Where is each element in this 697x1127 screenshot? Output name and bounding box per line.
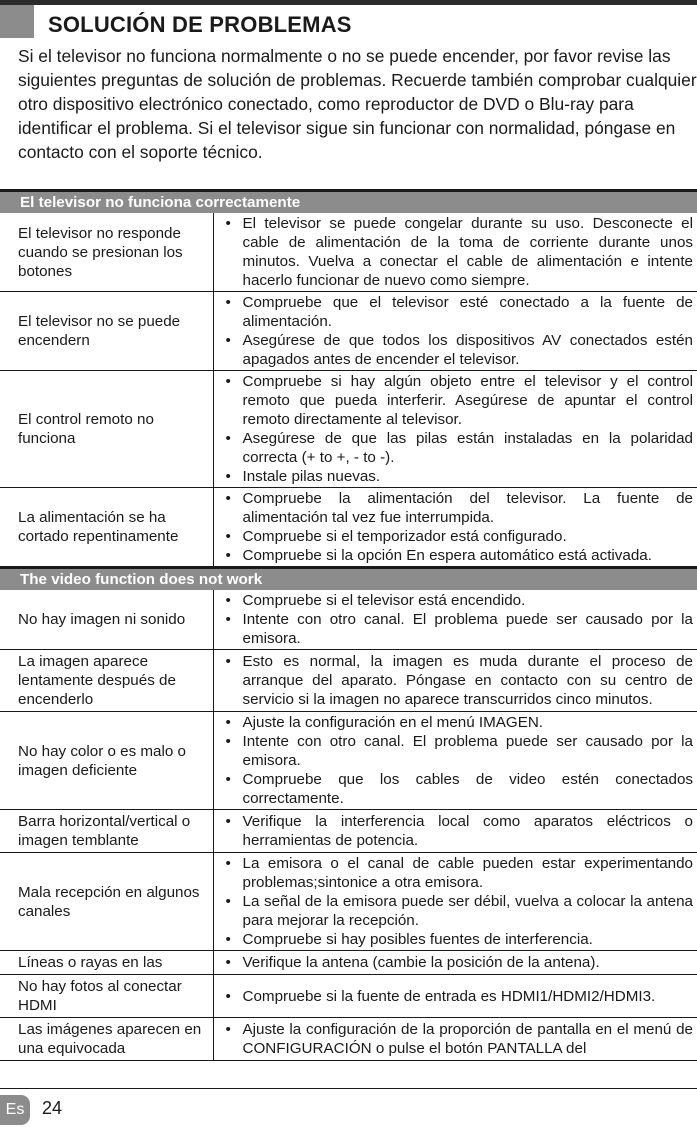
table-row xyxy=(0,213,697,292)
section-heading: The video function does not work xyxy=(0,568,697,591)
page-number: 24 xyxy=(42,1098,63,1118)
solution-item: • Compruebe si la opción En espera automático está activada. xyxy=(226,546,694,565)
solution-cell xyxy=(213,371,697,488)
problem-cell: La alimentación se ha cortado repentinamente xyxy=(0,488,213,568)
table-row xyxy=(0,488,697,568)
solution-item: • Asegúrese de que las pilas están instaladas en la polaridad correcta (+ to +, - to -). xyxy=(226,429,694,467)
solution-item: • Compruebe la alimentación del televisor. La fuente de alimentación tal vez fue interrumpida. xyxy=(226,489,694,527)
problem-cell: El control remoto no funciona xyxy=(0,371,213,488)
solution-item: • Compruebe si la fuente de entrada es HDMI1/HDMI2/HDMI3. xyxy=(226,987,694,1006)
problem-cell: El televisor no responde cuando se presionan los botones xyxy=(0,213,213,292)
solution-item: • Instale pilas nuevas. xyxy=(226,467,694,486)
troubleshooting-table xyxy=(0,189,697,1061)
solution-list xyxy=(226,214,694,290)
solution-item: • Verifique la antena (cambie la posición de la antena). xyxy=(226,953,694,972)
solution-cell xyxy=(213,975,697,1018)
intro-paragraph: Si el televisor no funciona normalmente o no se puede encender, por favor revise las siguientes preguntas de solución de problemas. Recuerde también comprobar cualquier otro dispositivo electrónico conectado, como reproductor de DVD o Blu-ray para identificar el problema. Si el televisor sigue sin funcionar con normalidad, póngase en contacto con el soporte técnico. xyxy=(18,46,697,162)
table-row xyxy=(0,371,697,488)
solution-cell xyxy=(213,712,697,810)
solution-cell xyxy=(213,853,697,951)
problem-cell: El televisor no se puede encendern xyxy=(0,292,213,371)
solution-item: • Esto es normal, la imagen es muda durante el proceso de arranque del aparato. Póngase en contacto con su centro de servicio si la imagen no aparece transcurridos cinco minutos. xyxy=(226,652,694,709)
solution-item: • Compruebe si hay algún objeto entre el televisor y el control remoto que pueda interferir. Asegúrese de apuntar el control remoto directamente al televisor. xyxy=(226,372,694,429)
problem-cell: La imagen aparece lentamente después de encenderlo xyxy=(0,650,213,712)
table-row xyxy=(0,951,697,975)
solution-item: • Compruebe si el televisor está encendido. xyxy=(226,591,694,610)
solution-cell xyxy=(213,650,697,712)
problem-cell: Mala recepción en algunos canales xyxy=(0,853,213,951)
table-row xyxy=(0,650,697,712)
solution-list xyxy=(226,652,694,709)
title-marker-block xyxy=(0,5,34,38)
footer-rule xyxy=(0,1088,697,1089)
solution-item: • Compruebe que el televisor esté conectado a la fuente de alimentación. xyxy=(226,293,694,331)
solution-item: • Intente con otro canal. El problema puede ser causado por la emisora. xyxy=(226,732,694,770)
problem-cell: Las imágenes aparecen en una equivocada xyxy=(0,1018,213,1061)
problem-cell: No hay color o es malo o imagen deficiente xyxy=(0,712,213,810)
solution-list xyxy=(226,1020,694,1058)
solution-item: • Compruebe que los cables de video estén conectados correctamente. xyxy=(226,770,694,808)
problem-cell: Líneas o rayas en las xyxy=(0,951,213,975)
solution-cell xyxy=(213,951,697,975)
solution-list xyxy=(226,293,694,369)
solution-item: • La emisora o el canal de cable pueden estar experimentando problemas;sintonice a otra emisora. xyxy=(226,854,694,892)
solution-item: • Compruebe si el temporizador está configurado. xyxy=(226,527,694,546)
solution-list xyxy=(226,372,694,486)
solution-cell xyxy=(213,1018,697,1061)
page-title: SOLUCIÓN DE PROBLEMAS xyxy=(48,12,352,37)
solution-cell xyxy=(213,488,697,568)
solution-item: • Intente con otro canal. El problema puede ser causado por la emisora. xyxy=(226,610,694,648)
problem-cell: Barra horizontal/vertical o imagen temblante xyxy=(0,810,213,853)
table-row xyxy=(0,712,697,810)
solution-cell xyxy=(213,292,697,371)
table-row xyxy=(0,292,697,371)
solution-item: • El televisor se puede congelar durante su uso. Desconecte el cable de alimentación de la toma de corriente durante unos minutos. Vuelva a conectar el cable de alimentación e intente hacerlo funcionar de nuevo como siempre. xyxy=(226,214,694,290)
solution-item: • Asegúrese de que todos los dispositivos AV conectados estén apagados antes de encender el televisor. xyxy=(226,331,694,369)
solution-cell xyxy=(213,213,697,292)
solution-cell xyxy=(213,590,697,650)
section-header-row xyxy=(0,568,697,591)
solution-list xyxy=(226,854,694,949)
table-row xyxy=(0,810,697,853)
table-row xyxy=(0,975,697,1018)
problem-cell: No hay imagen ni sonido xyxy=(0,590,213,650)
solution-list xyxy=(226,713,694,808)
table-row xyxy=(0,590,697,650)
solution-item: • Verifique la interferencia local como aparatos eléctricos o herramientas de potencia. xyxy=(226,812,694,850)
solution-list xyxy=(226,987,694,1006)
solution-item: • Compruebe si hay posibles fuentes de interferencia. xyxy=(226,930,694,949)
solution-item: • Ajuste la configuración en el menú IMAGEN. xyxy=(226,713,694,732)
solution-list xyxy=(226,812,694,850)
solution-list xyxy=(226,591,694,648)
section-heading: El televisor no funciona correctamente xyxy=(0,191,697,214)
solution-item: • Ajuste la configuración de la proporción de pantalla en el menú de CONFIGURACIÓN o pulse el botón PANTALLA del xyxy=(226,1020,694,1058)
problem-cell: No hay fotos al conectar HDMI xyxy=(0,975,213,1018)
language-tab: Es xyxy=(0,1095,30,1125)
solution-cell xyxy=(213,810,697,853)
solution-list xyxy=(226,489,694,565)
top-rule xyxy=(0,0,697,5)
section-header-row xyxy=(0,191,697,214)
table-row xyxy=(0,853,697,951)
solution-item: • La señal de la emisora puede ser débil, vuelva a colocar la antena para mejorar la recepción. xyxy=(226,892,694,930)
solution-list xyxy=(226,953,694,972)
table-row xyxy=(0,1018,697,1061)
